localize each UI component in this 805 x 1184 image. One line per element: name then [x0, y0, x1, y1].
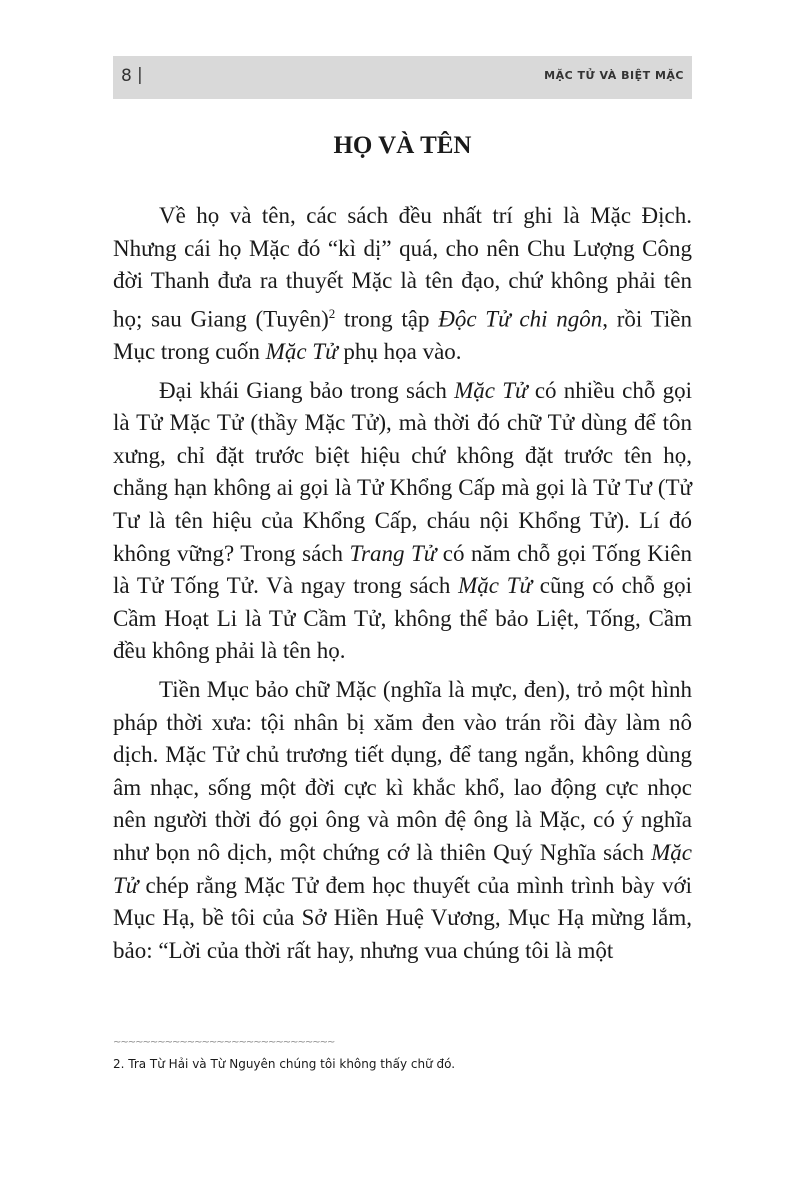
p1-book-title-2: Mặc Tử	[265, 339, 338, 365]
header-separator: |	[137, 65, 143, 85]
paragraph-3	[113, 674, 692, 967]
p3-book-title-1: Mặc Tử	[113, 839, 692, 898]
running-header	[113, 56, 692, 99]
p2-text-c: có năm chỗ gọi Tống Kiên là Tử Tống Tử. Và ngay trong sách	[113, 540, 693, 599]
paragraph-1	[113, 200, 692, 369]
footnote: 2. Tra Từ Hải và Từ Nguyên chúng tôi không thấy chữ đó.	[113, 1057, 456, 1071]
p2-text-d: cũng có chỗ gọi Cầm Hoạt Li là Tử Cầm Tử, không thể bảo Liệt, Tống, Cầm đều không phải là tên họ.	[113, 573, 692, 664]
p2-text-b: có nhiều chỗ gọi là Tử Mặc Tử (thầy Mặc Tử), mà thời đó chữ Tử dùng để tôn xưng, chỉ đặt trước biệt hiệu chứ không đặt trước tên họ, chẳng hạn không ai gọi là Tử Khổng Cấp mà gọi là Tử Tư (Tử Tư là tên hiệu của Khổng Cấp, cháu nội Khổng Tử). Lí đó không vững? Trong sách	[113, 377, 692, 566]
p1-text-a: Về họ và tên, các sách đều nhất trí ghi là Mặc Địch. Nhưng cái họ Mặc đó “kì dị” quá, cho nên Chu Lượng Công đời Thanh đưa ra thuyết Mặc là tên đạo, chứ không phải tên họ; sau Giang (Tuyên)	[113, 203, 692, 332]
p1-text-b: trong tập	[335, 306, 439, 332]
running-title: MẶC TỬ VÀ BIỆT MẶC	[544, 69, 684, 82]
p2-book-title-2: Trang Tử	[349, 540, 437, 566]
p2-book-title-3: Mặc Tử	[458, 573, 533, 599]
page-number: 8	[121, 66, 132, 86]
p3-text-b: chép rằng Mặc Tử đem học thuyết của mình trình bày với Mục Hạ, bề tôi của Sở Hiền Huệ Vương, Mục Hạ mừng lắm, bảo: “Lời của thời rất hay, nhưng vua chúng tôi là một	[113, 872, 692, 963]
body-text	[113, 200, 692, 973]
chapter-title: HỌ VÀ TÊN	[333, 132, 472, 159]
footnote-divider: ~~~~~~~~~~~~~~~~~~~~~~~~~~~~~~	[113, 1037, 335, 1048]
footnote-ref-2: 2	[328, 305, 336, 321]
p3-text-a: Tiền Mục bảo chữ Mặc (nghĩa là mực, đen), trỏ một hình pháp thời xưa: tội nhân bị xăm đen vào trán rồi đày làm nô dịch. Mặc Tử chủ trương tiết dụng, để tang ngắn, không dùng âm nhạc, sống một đời cực kì khắc khổ, lao động cực nhọc nên người thời đó gọi ông và môn đệ ông là Mặc, có ý nghĩa như bọn nô dịch, một chứng cớ là thiên Quý Nghĩa sách	[113, 676, 692, 865]
p2-book-title-1: Mặc Tử	[454, 377, 528, 403]
p1-text-d: phụ họa vào.	[337, 339, 462, 365]
p1-text-c: , rồi Tiền Mục trong cuốn	[113, 306, 692, 365]
p1-book-title-1: Độc Tử chi ngôn	[438, 306, 603, 332]
p2-text-a: Đại khái Giang bảo trong sách	[159, 377, 455, 403]
paragraph-2	[113, 375, 692, 668]
